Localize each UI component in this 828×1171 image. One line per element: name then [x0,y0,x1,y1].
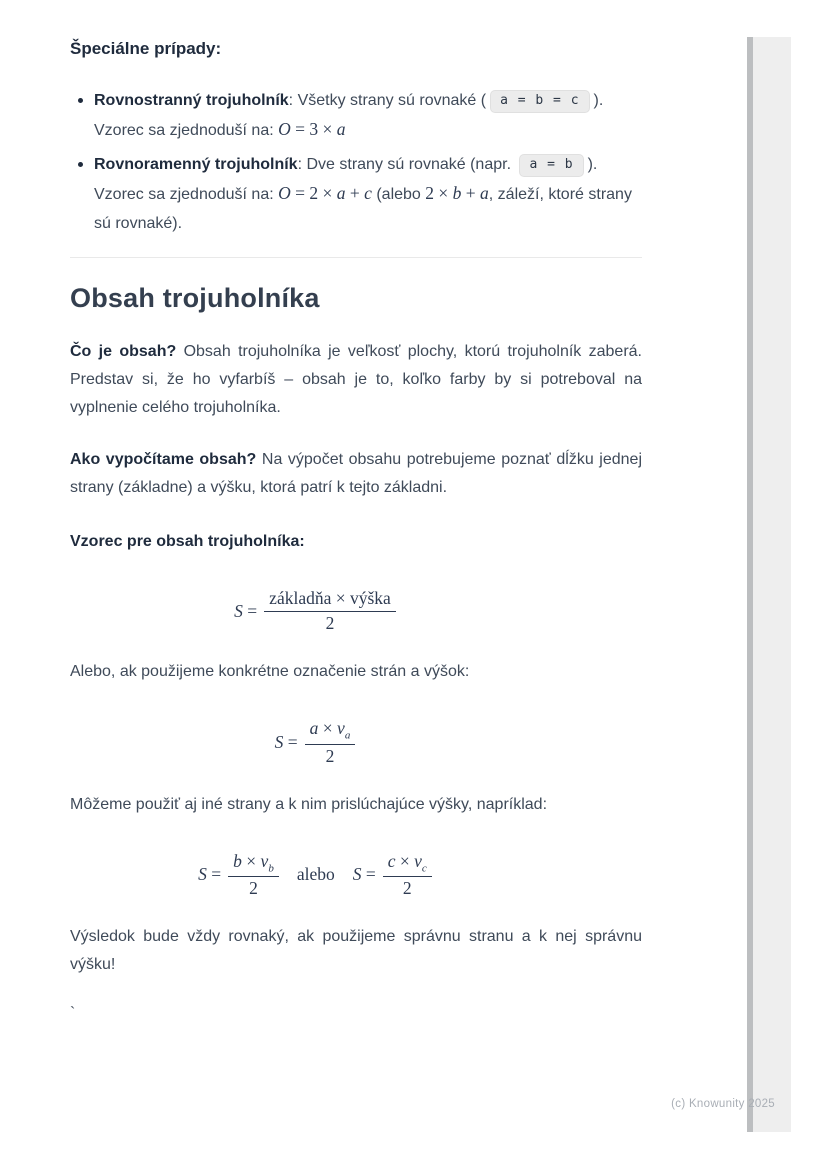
paragraph-other-sides: Môžeme použiť aj iné strany a k nim prislúchajúce výšky, napríklad: [70,795,548,813]
fraction [305,718,356,767]
fraction [383,851,432,900]
fraction-denominator: 2 [402,878,412,898]
code-chip: a = b [519,154,583,177]
fraction-denominator: 2 [249,878,258,898]
formula-lhs: S = [274,731,298,752]
scrollbar-track[interactable] [753,37,791,1132]
section-title: Obsah trojuholníka [70,283,320,313]
formula-area-base-height [70,588,560,634]
fraction-numerator: $a \times v_a$ [305,718,356,745]
list-item-equilateral [70,86,642,145]
formula-area-sides-b-c [70,851,560,900]
paragraph-bold-lead: Čo je obsah? [70,343,177,360]
bullet-text: Vzorec sa zjednoduší na: [94,186,279,203]
bullet-text: , záleží, ktoré strany sú rovnaké). [94,186,632,232]
stray-character: ` [70,1005,76,1022]
fraction [228,851,279,900]
fraction-numerator: $b \times v_b$ [228,851,279,878]
bullet-bold-lead: Rovnoramenný trojuholník [94,156,298,173]
bullet-text: ). [587,156,598,173]
inline-math: 2 × b + a [425,183,489,203]
paragraph-alternative-notation: Alebo, ak použijeme konkrétne označenie strán a výšok: [70,663,470,680]
fraction [264,588,396,634]
paragraph-what-is-area [70,338,642,422]
paragraph-conclusion: Výsledok bude vždy rovnaký, ak použijeme správnu stranu a k nej správnu výšku! [70,928,642,973]
formula-intro-label: Vzorec pre obsah trojuholníka: [70,533,305,550]
list-item-isosceles [70,150,642,238]
bullet-text: : Dve strany sú rovnaké (napr. [297,156,516,173]
formula-lhs: S = [352,864,376,885]
section-divider [70,257,642,258]
fraction-denominator: 2 [325,745,335,766]
inline-math: O = 3 × a [278,119,346,139]
fraction-numerator: základňa × výška [264,588,396,612]
document-content [70,0,642,1023]
inline-math: O = 2 × a + c [278,183,372,203]
fraction-numerator: $c \times v_c$ [383,851,432,878]
formula-lhs: S = [198,864,222,885]
bullet-bold-lead: Rovnostranný trojuholník [94,92,289,109]
paragraph-text: Na výpočet obsahu potrebujeme poznať dĺžku jednej strany (základne) a výšku, ktorá patrí k tejto základni. [70,451,643,496]
formula-area-side-a [70,718,560,767]
bullet-text: (alebo [371,186,426,203]
special-cases-heading: Špeciálne prípady: [70,39,222,58]
formula-connector: alebo [296,864,335,885]
bullet-text: : Všetky strany sú rovnaké ( [288,92,487,109]
paragraph-how-to-compute [70,446,642,502]
bullet-text: ). [593,92,604,109]
paragraph-bold-lead: Ako vypočítame obsah? [70,451,257,468]
special-cases-list [70,86,642,238]
paragraph-text: Obsah trojuholníka je veľkosť plochy, ktorú trojuholník zaberá. Predstav si, že ho vyfarbíš – obsah je to, koľko farby by si potreboval na vyplnenie celého trojuholníka. [70,343,643,416]
scrollbar-thumb[interactable] [747,37,753,1132]
bullet-text: Vzorec sa zjednoduší na: [94,122,279,139]
code-chip: a = b = c [490,90,589,113]
footer-credit: (c) Knowunity 2025 [671,1098,775,1110]
formula-lhs: S = [234,600,258,621]
fraction-denominator: 2 [325,613,335,633]
